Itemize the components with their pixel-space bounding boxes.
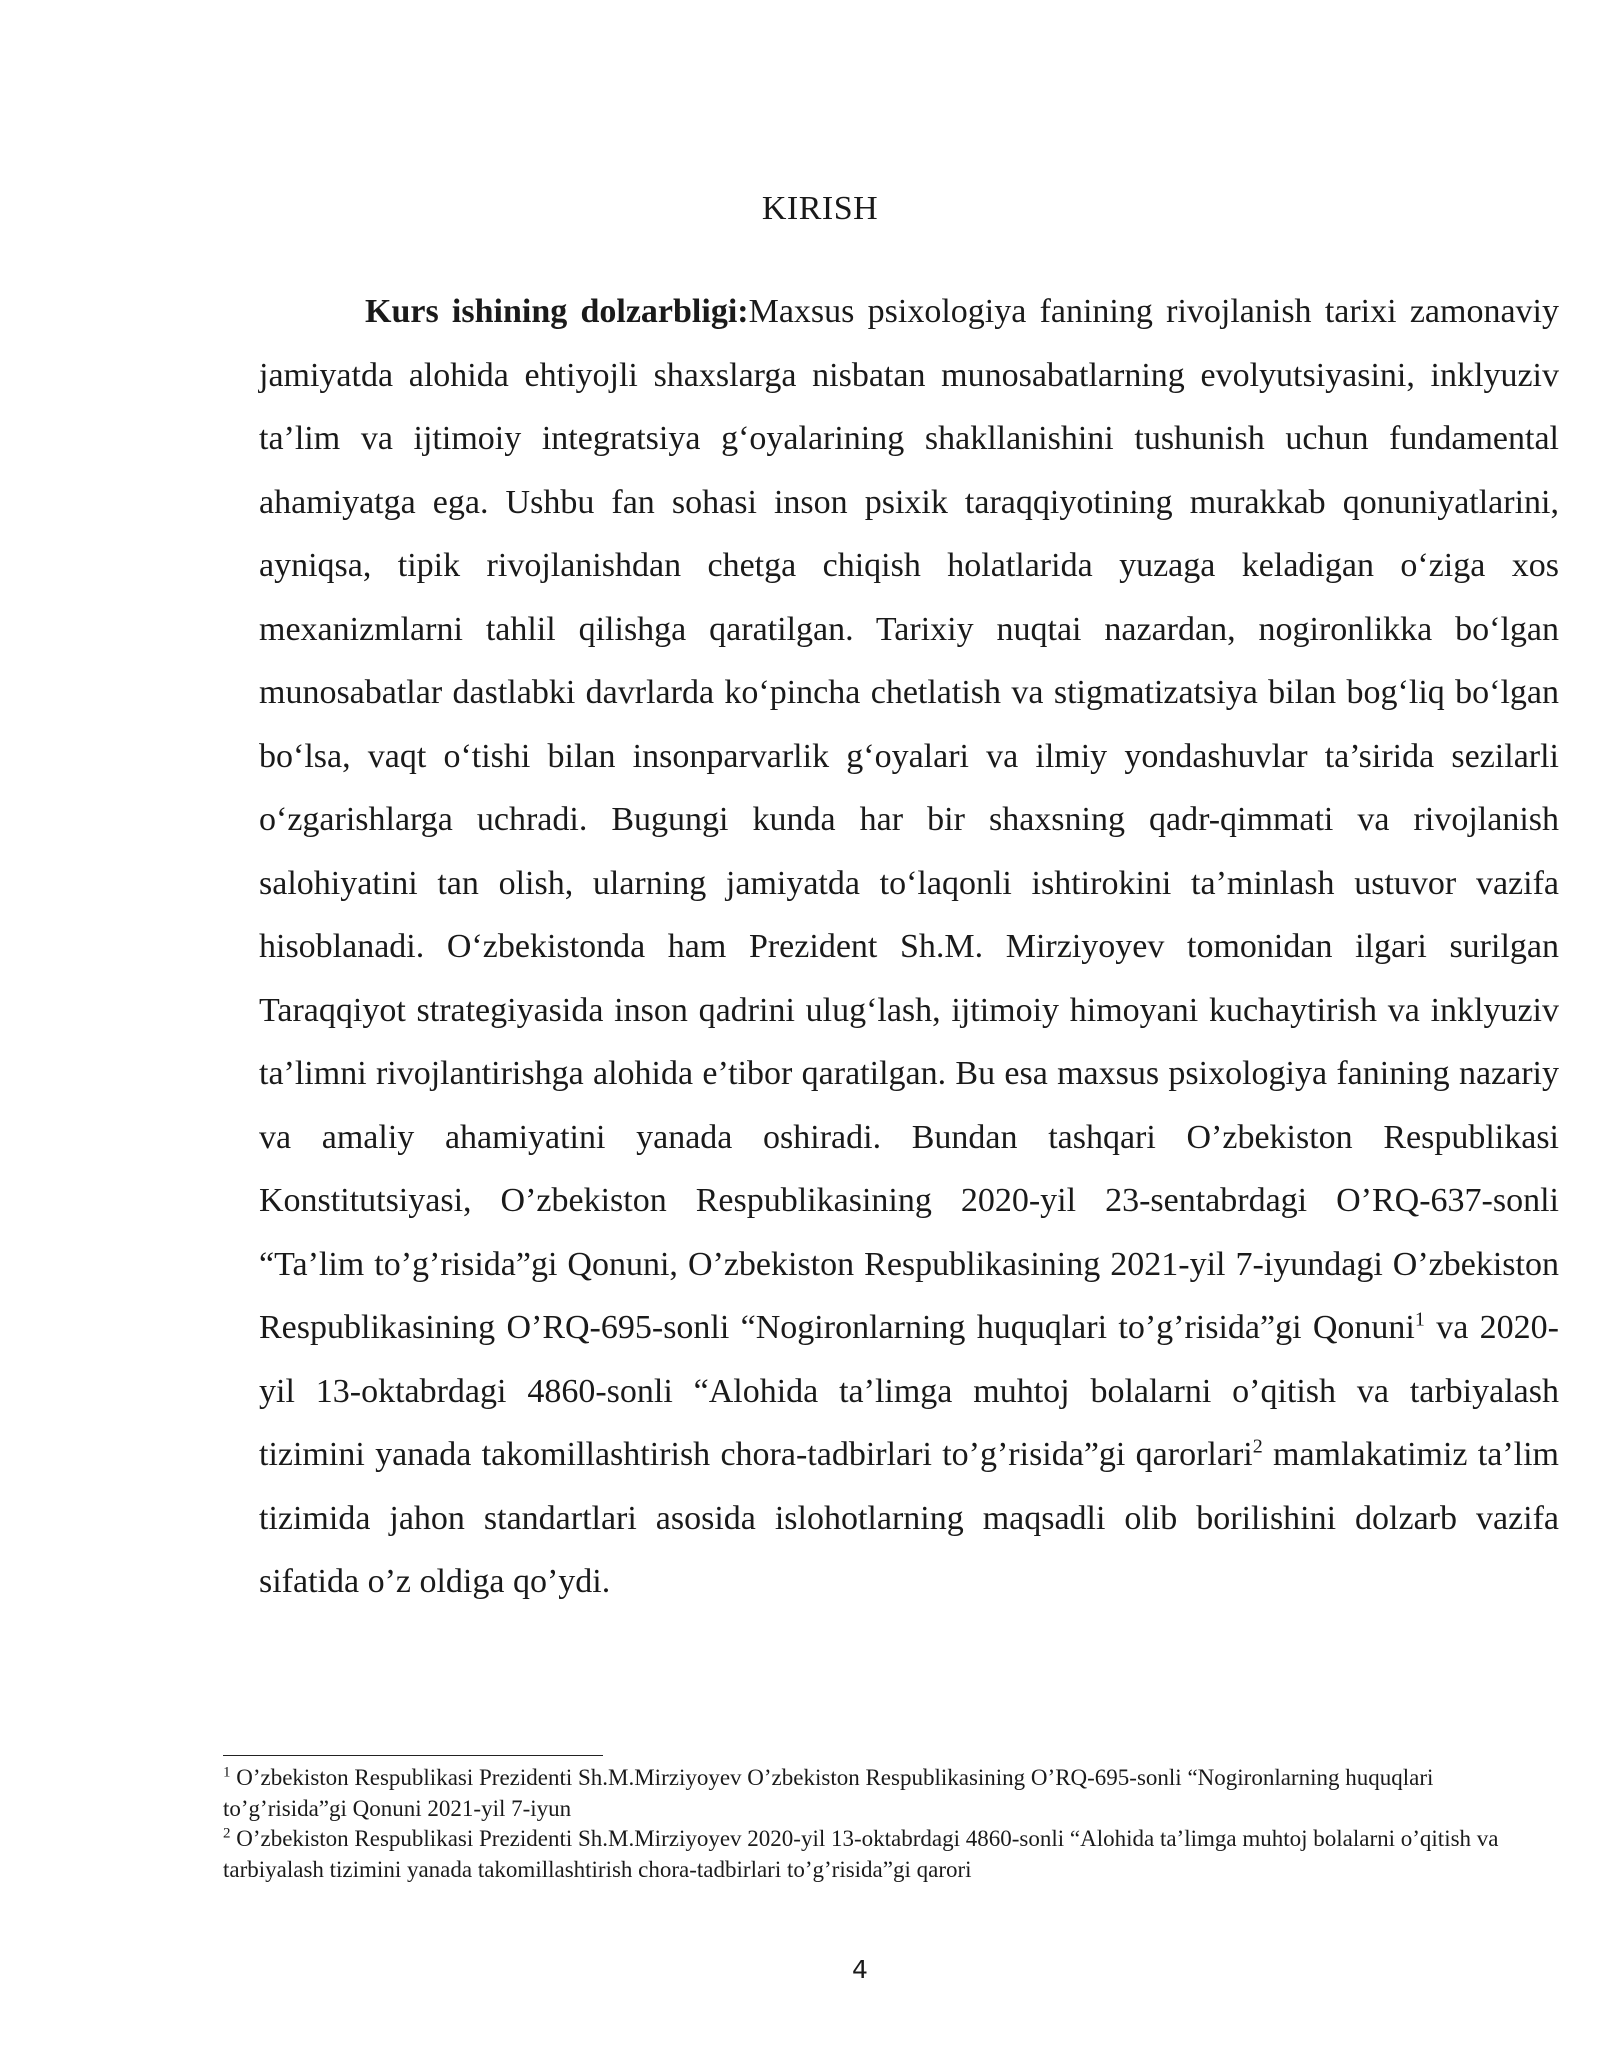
footnote-1 [223, 1763, 1523, 1824]
paragraph-text: va 2020-yil 13-oktabrdagi 4860-sonli “Alohida ta’limga muhtoj bolalarni o’qitish va tarbiyalash tizimini yanada takomillashtirish chora-tadbirlari to’g’risida”gi qarorlari [259, 1309, 1559, 1473]
footnote-2 [223, 1824, 1523, 1885]
page-title: KIRISH [761, 190, 879, 227]
footnotes [223, 1763, 1523, 1885]
body-text [259, 280, 1559, 1614]
footnote-text: O’zbekiston Respublikasi Prezidenti Sh.M.Mirziyoyev O’zbekiston Respublikasining O’RQ-695-sonli “Nogironlarning huquqlari to’g’risida”gi Qonuni 2021-yil 7-iyun [223, 1765, 1434, 1821]
footnote-separator [223, 1755, 603, 1756]
paragraph-text: mamlakatimiz ta’lim tizimida jahon standartlari asosida islohotlarning maqsadli olib borilishini dolzarb vazifa sifatida o’z oldiga qo’ydi. [259, 1436, 1559, 1600]
footnote-ref-1[interactable]: 1 [1414, 1308, 1425, 1331]
lead-label: Kurs ishining dolzarbligi: [365, 293, 749, 330]
intro-paragraph [259, 280, 1559, 1614]
footnote-text: O’zbekiston Respublikasi Prezidenti Sh.M.Mirziyoyev 2020-yil 13-oktabrdagi 4860-sonli “Alohida ta’limga muhtoj bolalarni o’qitish va tarbiyalash tizimini yanada takomillashtirish chora-tadbirlari to’g’risida”gi qarori [223, 1826, 1499, 1882]
paragraph-text: Maxsus psixologiya fanining rivojlanish tarixi zamonaviy jamiyatda alohida ehtiyojli shaxslarga nisbatan munosabatlarning evolyutsiyasini, inklyuziv ta’lim va ijtimoiy integratsiya g‘oyalarining shakllanishini tushunish uchun fundamental ahamiyatga ega. Ushbu fan sohasi inson psixik taraqqiyotining murakkab qonuniyatlarini, ayniqsa, tipik rivojlanishdan chetga chiqish holatlarida yuzaga keladigan o‘ziga xos mexanizmlarni tahlil qilishga qaratilgan. Tarixiy nuqtai nazardan, nogironlikka bo‘lgan munosabatlar dastlabki davrlarda ko‘pincha chetlatish va stigmatizatsiya bilan bog‘liq bo‘lgan bo‘lsa, vaqt o‘tishi bilan insonparvarlik g‘oyalari va ilmiy yondashuvlar ta’sirida sezilarli o‘zgarishlarga uchradi. Bugungi kunda har bir shaxsning qadr-qimmati va rivojlanish salohiyatini tan olish, ularning jamiyatda to‘laqonli ishtirokini ta’minlash ustuvor vazifa hisoblanadi. O‘zbekistonda ham Prezident Sh.M. Mirziyoyev tomonidan ilgari surilgan Taraqqiyot strategiyasida inson qadrini ulug‘lash, ijtimoiy himoyani kuchaytirish va inklyuziv ta’limni rivojlantirishga alohida e’tibor qaratilgan. Bu esa maxsus psixologiya fanining nazariy va amaliy ahamiyatini yanada oshiradi. Bundan tashqari O’zbekiston Respublikasi Konstitutsiyasi, O’zbekiston Respublikasining 2020-yil 23-sentabrdagi O’RQ-637-sonli “Ta’lim to’g’risida”gi Qonuni, O’zbekiston Respublikasining 2021-yil 7-iyundagi O’zbekiston Respublikasining O’RQ-695-sonli “Nogironlarning huquqlari to’g’risida”gi Qonuni [259, 293, 1559, 1346]
footnote-number: 2 [223, 1825, 231, 1842]
footnote-number: 1 [223, 1764, 231, 1781]
footnote-ref-2[interactable]: 2 [1252, 1435, 1263, 1458]
page-number: 4 [852, 1955, 868, 1984]
